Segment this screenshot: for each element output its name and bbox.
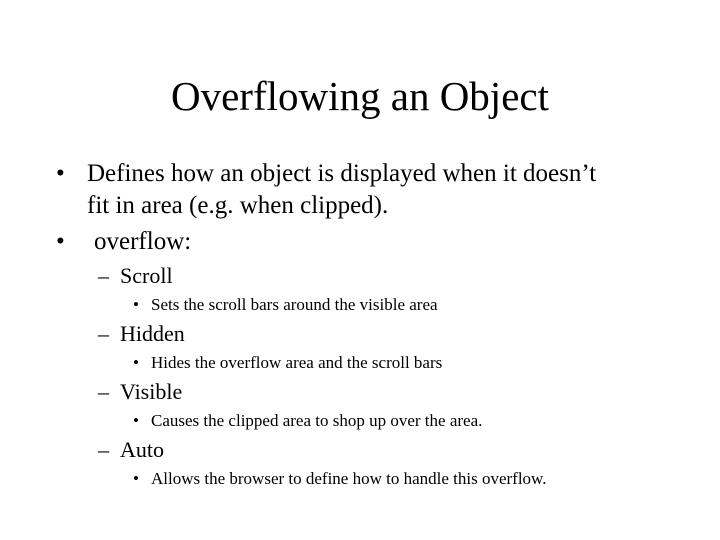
bullet-defines [56,160,696,220]
detail-text: Hides the overflow area and the scroll bars [151,353,443,372]
subitem-label: Scroll [120,263,173,288]
subitem-label: Hidden [120,321,185,346]
bullet-text: overflow: [94,228,192,255]
dash-marker: – [98,379,109,404]
bullet-marker: • [133,469,139,488]
bullet-marker: • [56,160,65,187]
dash-marker: – [98,321,109,346]
detail-text: Sets the scroll bars around the visible area [151,295,438,314]
dash-marker: – [98,263,109,288]
bullet-marker: • [133,295,139,314]
bullet-marker: • [133,353,139,372]
slide-title: Overflowing an Object [171,73,549,119]
detail-text: Causes the clipped area to shop up over the area. [151,411,483,430]
bullet-overflow [56,228,696,258]
detail-text: Allows the browser to define how to handle this overflow. [151,469,547,488]
bullet-text-line1: Defines how an object is displayed when it doesn’t [87,160,597,187]
subitem-label: Visible [120,379,183,404]
subitem-label: Auto [120,437,164,462]
bullet-text-line2: fit in area (e.g. when clipped). [87,192,389,219]
bullet-marker: • [56,228,65,255]
dash-marker: – [98,437,109,462]
bullet-marker: • [133,411,139,430]
